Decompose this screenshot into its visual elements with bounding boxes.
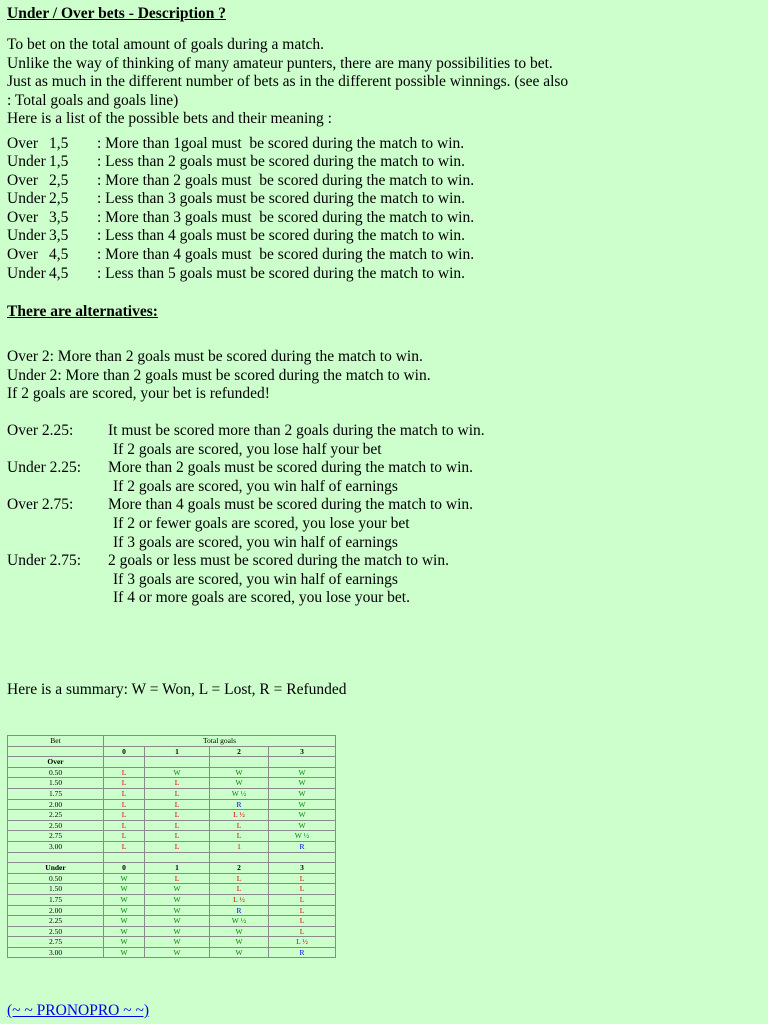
bet-row [7,153,765,172]
result-cell: L [104,810,145,821]
bet-side: Over [7,171,38,189]
bet-line-cell: 1.75 [8,894,104,905]
empty-cell [104,852,145,863]
alt-row [7,552,485,571]
alt-row [7,422,485,441]
result-cell: W [104,894,145,905]
result-cell: W [210,937,269,948]
alt-text: It must be scored more than 2 goals during the match to win. [108,422,485,439]
alternatives-title: There are alternatives: [7,303,158,320]
empty-cell [8,746,104,757]
empty-cell [269,852,336,863]
alt-simple-line: Under 2: More than 2 goals must be scored during the match to win. [7,366,431,384]
bet-description: : Less than 2 goals must be scored during the match to win. [97,153,466,171]
goal-columns-row [8,746,336,757]
alt-label: Under 2.25: [7,459,82,477]
empty-cell [210,757,269,768]
result-cell: W ½ [269,831,336,842]
bet-description: : More than 2 goals must be scored during the match to win. [97,171,475,189]
alt-extra-line: If 4 or more goals are scored, you lose your bet. [113,589,410,607]
bet-side: Under [7,190,46,208]
alt-text: 2 goals or less must be scored during the match to win. [108,552,449,570]
table-row [8,799,336,810]
empty-cell [145,757,210,768]
result-cell: W [269,799,336,810]
result-cell: W [104,873,145,884]
result-cell: L [104,831,145,842]
bet-line: 4,5 [49,264,69,282]
spacer-row [8,852,336,863]
result-cell: W [104,884,145,895]
result-cell: W [269,820,336,831]
result-cell: L [210,873,269,884]
result-cell: W [145,905,210,916]
alt-simple-block [7,348,431,404]
result-cell: W [104,905,145,916]
bet-line-cell: 2.75 [8,831,104,842]
bet-line-cell: 2.00 [8,799,104,810]
alt-extra-line: If 2 or fewer goals are scored, you lose your bet [113,514,410,532]
alt-row [7,459,485,478]
result-cell: W ½ [210,916,269,927]
result-cell: L [269,873,336,884]
result-cell: W [145,926,210,937]
alt-text: More than 2 goals must be scored during the match to win. [108,459,474,477]
bet-line: 2,5 [49,171,69,189]
result-cell: W [145,884,210,895]
goal-column-header: 3 [269,746,336,757]
bet-description: : Less than 5 goals must be scored during the match to win. [97,264,466,282]
empty-cell [104,757,145,768]
result-cell: L [145,788,210,799]
table-row [8,778,336,789]
bet-description: : More than 4 goals must be scored during the match to win. [97,246,475,264]
bet-row [7,246,765,265]
empty-cell [269,757,336,768]
bet-line: 3,5 [49,208,69,226]
bet-row [7,135,765,154]
bet-line-cell: 1.50 [8,778,104,789]
result-cell: L ½ [210,894,269,905]
result-cell: L [104,841,145,852]
result-cell: L [269,894,336,905]
table-row [8,841,336,852]
result-cell: W [104,947,145,958]
result-cell: L ½ [210,810,269,821]
alt-extra-line: If 3 goals are scored, you win half of earnings [113,570,398,588]
result-cell: L [145,810,210,821]
table-row [8,810,336,821]
bet-line: 1,5 [49,134,69,152]
goal-column-header: 3 [269,863,336,874]
goal-column-header: 0 [104,863,145,874]
pronopro-link[interactable]: (~ ~ PRONOPRO ~ ~) [7,1002,150,1019]
table-row [8,905,336,916]
result-cell: W [145,894,210,905]
bet-line-cell: 0.50 [8,767,104,778]
bet-side: Under [7,153,46,171]
bet-row [7,172,765,191]
bet-line: 3,5 [49,227,69,245]
result-cell: L [145,831,210,842]
bet-side: Under [7,227,46,245]
table-row [8,947,336,958]
total-goals-header: Total goals [104,736,336,747]
bet-line-cell: 1.75 [8,788,104,799]
summary-table [7,735,336,958]
goal-column-header: 2 [210,746,269,757]
result-cell: W [269,778,336,789]
table-row [8,788,336,799]
goal-column-header: 0 [104,746,145,757]
bet-line-cell: 2.75 [8,937,104,948]
result-cell: L [145,841,210,852]
bets-list [7,135,765,284]
alt-row [7,496,485,515]
result-cell: W [210,947,269,958]
result-cell: L ½ [269,937,336,948]
table-row [8,873,336,884]
alt-extra-line: If 2 goals are scored, you lose half your bet [113,440,382,458]
intro-line: To bet on the total amount of goals during a match. [7,36,325,53]
table-row [8,937,336,948]
alt-label: Over 2.25: [7,422,74,439]
alt-text: More than 4 goals must be scored during the match to win. [108,496,474,514]
empty-cell [210,852,269,863]
bet-description: : Less than 3 goals must be scored during the match to win. [97,190,466,208]
bet-line-cell: 2.25 [8,810,104,821]
result-cell: W [145,916,210,927]
alt-simple-line: Over 2: More than 2 goals must be scored during the match to win. [7,348,423,365]
bet-header: Bet [8,736,104,747]
result-cell: W [269,788,336,799]
result-cell: W [269,767,336,778]
result-cell: L [104,767,145,778]
bet-line-cell: 2.00 [8,905,104,916]
alt-label: Under 2.75: [7,552,82,570]
result-cell: W [269,810,336,821]
table-row [8,916,336,927]
alt-detailed-block [7,422,485,608]
result-cell: R [210,905,269,916]
bet-row [7,265,765,284]
table-row [8,884,336,895]
result-cell: R [269,947,336,958]
bet-line: 4,5 [49,246,69,264]
result-cell: L [269,884,336,895]
result-cell: W [210,926,269,937]
table-header-row [8,736,336,747]
goal-column-header: 1 [145,863,210,874]
result-cell: L [210,831,269,842]
table-row [8,926,336,937]
result-cell: L [269,905,336,916]
result-cell: R [210,799,269,810]
result-cell: W [210,767,269,778]
alt-extra-line: If 3 goals are scored, you win half of earnings [113,533,398,551]
bet-side: Under [7,264,46,282]
goal-column-header: 1 [145,746,210,757]
result-cell: W [210,778,269,789]
result-cell: L [104,778,145,789]
result-cell: L [269,916,336,927]
result-cell: W ½ [210,788,269,799]
bet-description: : More than 3 goals must be scored during the match to win. [97,208,475,226]
bet-side: Over [7,246,38,264]
bet-line-cell: 3.00 [8,841,104,852]
intro-line: Just as much in the different number of bets as in the different possible winnings. (see also [7,73,569,90]
intro-line: Here is a list of the possible bets and their meaning : [7,110,332,127]
summary-text: Here is a summary: W = Won, L = Lost, R = Refunded [7,681,347,698]
bet-row [7,190,765,209]
result-cell: R [269,841,336,852]
page-title: Under / Over bets - Description ? [7,5,226,22]
bet-side: Over [7,134,38,152]
result-cell: L [210,884,269,895]
result-cell: L [104,820,145,831]
result-cell: W [104,937,145,948]
result-cell: W [104,916,145,927]
bet-row [7,209,765,228]
bet-line: 2,5 [49,190,69,208]
bet-row [7,227,765,246]
alt-extra-line: If 2 goals are scored, you win half of earnings [113,477,398,495]
bet-line-cell: 2.50 [8,926,104,937]
result-cell: L [210,820,269,831]
result-cell: L [145,778,210,789]
bet-line-cell: 1.50 [8,884,104,895]
table-row [8,831,336,842]
result-cell: W [145,767,210,778]
table-row [8,894,336,905]
bet-description: : More than 1goal must be scored during the match to win. [97,134,465,152]
table-row [8,767,336,778]
result-cell: W [145,937,210,948]
section-header-row [8,863,336,874]
result-cell: L [145,799,210,810]
result-cell: L [104,799,145,810]
document-page [7,4,765,1019]
bet-line: 1,5 [49,153,69,171]
alt-simple-line: If 2 goals are scored, your bet is refunded! [7,385,270,403]
result-cell: W [145,947,210,958]
bet-line-cell: 0.50 [8,873,104,884]
result-cell: L [104,788,145,799]
section-label: Over [8,757,104,768]
bet-description: : Less than 4 goals must be scored during the match to win. [97,227,466,245]
intro-line: Unlike the way of thinking of many amateur punters, there are many possibilities to bet. [7,54,553,72]
intro-paragraph [7,36,765,129]
bet-side: Over [7,208,38,226]
empty-cell [145,852,210,863]
result-cell: L [269,926,336,937]
intro-line: : Total goals and goals line) [7,91,179,109]
alt-label: Over 2.75: [7,496,74,514]
bet-line-cell: 2.25 [8,916,104,927]
section-header-row [8,757,336,768]
goal-column-header: 2 [210,863,269,874]
result-cell: 1 [210,841,269,852]
result-cell: L [145,873,210,884]
empty-cell [8,852,104,863]
result-cell: W [104,926,145,937]
table-row [8,820,336,831]
section-label: Under [8,863,104,874]
result-cell: L [145,820,210,831]
bet-line-cell: 3.00 [8,947,104,958]
bet-line-cell: 2.50 [8,820,104,831]
